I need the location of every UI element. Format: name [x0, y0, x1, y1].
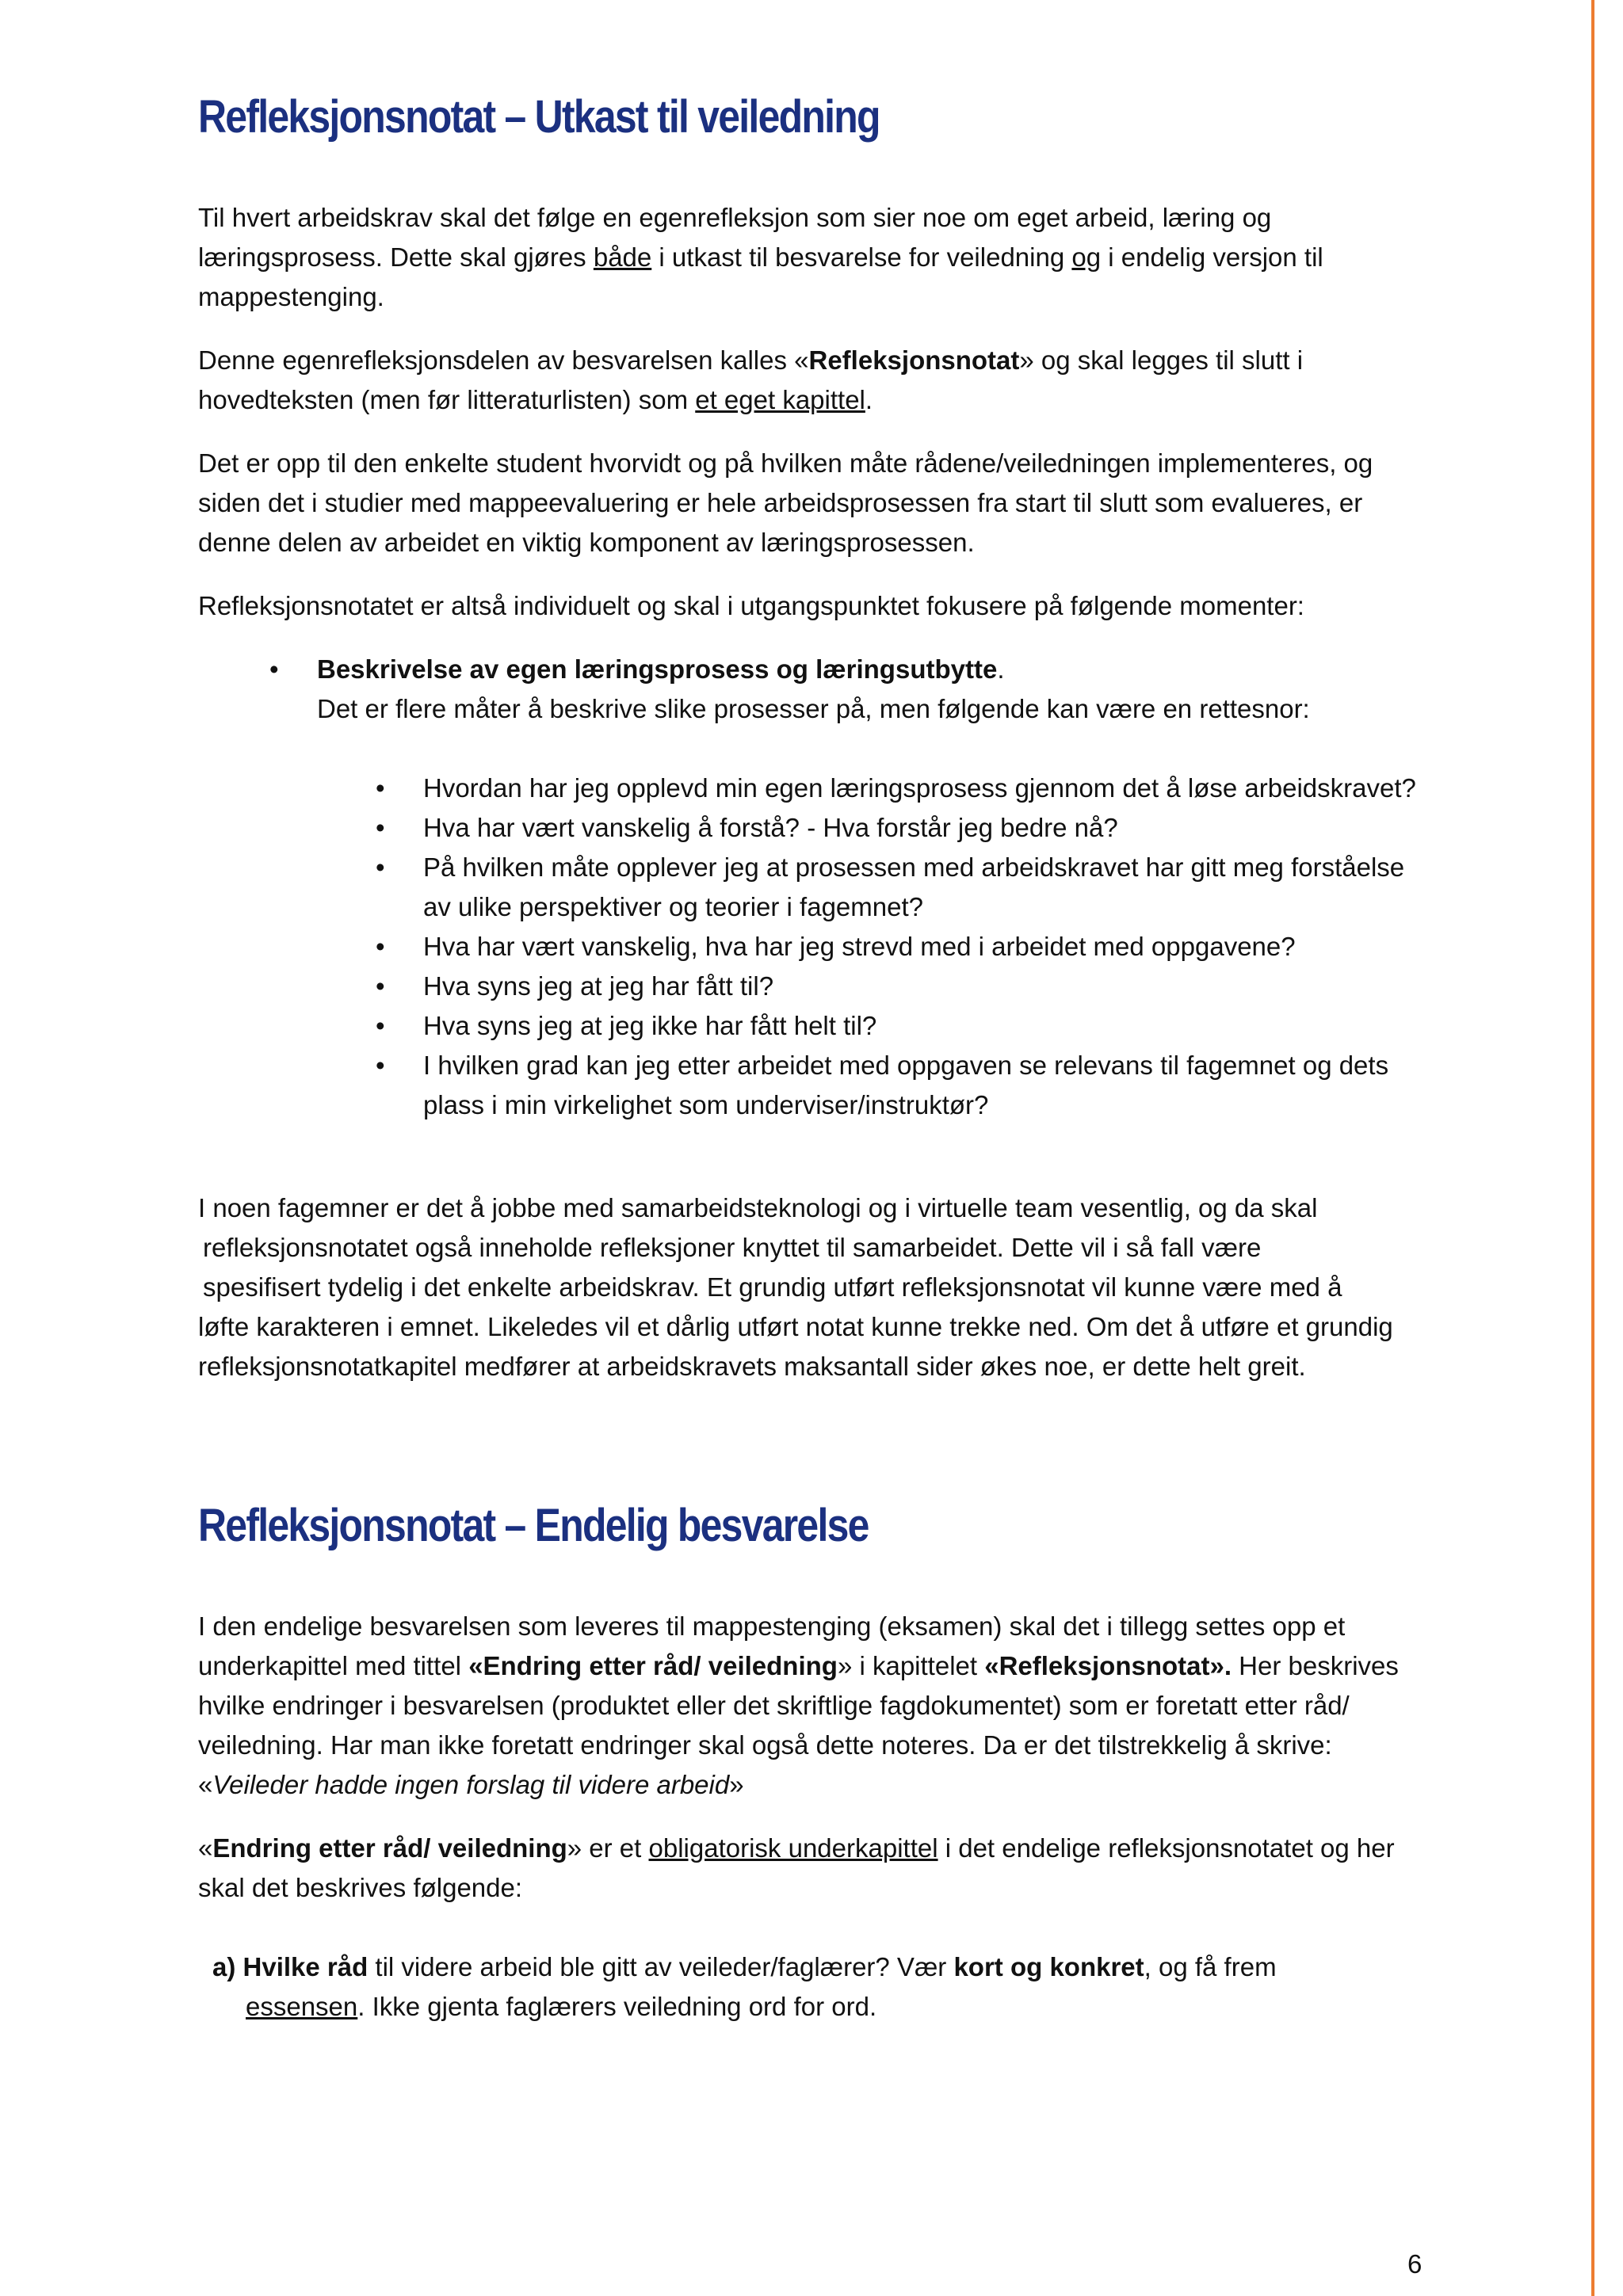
- bold-text: Beskrivelse av egen læringsprosess og læringsutbytte: [317, 654, 998, 684]
- bullet-list: [198, 650, 1434, 1125]
- text: .: [865, 385, 873, 414]
- text: Her beskrives hvilke endringer i besvarelsen (produktet eller det skriftlige fagdokumentet) som er foretatt etter råd/ veiledning. Har man ikke foretatt endringer skal også dette noteres. Da er det tilstrekkelig å skrive: «: [198, 1651, 1399, 1799]
- underlined-text: essensen: [246, 1992, 358, 2021]
- text: Det er flere måter å beskrive slike prosesser på, men følgende kan være en rettesnor:: [317, 694, 1310, 723]
- paragraph-collaboration: [198, 1188, 1434, 1386]
- text: » i kapittelet: [837, 1651, 985, 1680]
- question-a: [198, 1947, 1434, 2027]
- text-line: I noen fagemner er det å jobbe med samarbeidsteknologi og i virtuelle team vesentlig, og da skal: [198, 1193, 1318, 1222]
- document-body: [198, 89, 1434, 2027]
- bold-text: «Endring etter råd/ veiledning: [468, 1651, 838, 1680]
- underlined-text: obligatorisk underkapittel: [648, 1833, 938, 1863]
- text: .: [997, 654, 1005, 684]
- heading-endelig: Refleksjonsnotat – Endelig besvarelse: [198, 1500, 869, 1551]
- text: i endelig versjon til mappestenging.: [198, 242, 1323, 311]
- text: » og skal legges til slutt i hovedteksten (men før litteraturlisten) som: [198, 345, 1304, 414]
- bold-text: Refleksjonsnotat: [808, 345, 1020, 375]
- text-line: spesifisert tydelig i det enkelte arbeidskrav. Et grundig utført refleksjonsnotat vil kunne være med å: [203, 1272, 1342, 1302]
- sub-bullet-list: [317, 769, 1434, 1125]
- text: I den endelige besvarelsen som leveres til mappestenging (eksamen) skal det i tillegg settes opp et underkapittel med tittel: [198, 1611, 1346, 1680]
- text: »: [729, 1770, 744, 1799]
- text: til videre arbeid ble gitt av veileder/faglærer? Vær: [368, 1952, 954, 1981]
- underlined-text: både: [593, 242, 652, 272]
- list-item: • Hva syns jeg at jeg har fått til?: [423, 967, 1434, 1006]
- underlined-text: et eget kapittel: [695, 385, 865, 414]
- list-item: [317, 650, 1434, 1125]
- list-item: • Hva syns jeg at jeg ikke har fått helt til?: [423, 1006, 1434, 1046]
- bold-text: «Refleksjonsnotat».: [984, 1651, 1232, 1680]
- italic-text: Veileder hadde ingen forslag til videre arbeid: [212, 1770, 730, 1799]
- paragraph-final-submission: [198, 1607, 1434, 1805]
- bold-text: kort og konkret: [953, 1952, 1144, 1981]
- list-item: • På hvilken måte opplever jeg at prosessen med arbeidskravet har gitt meg forståelse av ulike perspektiver og teorier i fagemnet?: [423, 848, 1434, 927]
- text: i det endelige refleksjonsnotatet og her skal det beskrives følgende:: [198, 1833, 1395, 1902]
- item-label: a): [212, 1952, 243, 1981]
- bold-text: Hvilke råd: [242, 1952, 369, 1981]
- continuation: [212, 1992, 876, 2021]
- text-line: løfte karakteren i emnet. Likeledes vil et dårlig utført notat kunne trekke ned. Om det å utføre et grundig refleksjonsnotatkapitel medfører at arbeidskravets maksantall sider økes noe, er dette helt greit.: [198, 1312, 1393, 1381]
- text: , og få frem: [1144, 1952, 1277, 1981]
- page-number: 6: [1407, 2249, 1423, 2279]
- text: Til hvert arbeidskrav skal det følge en egenrefleksjon som sier noe om eget arbeid, læring og læringsprosess. Dette skal gjøres: [198, 203, 1272, 272]
- bold-text: Endring etter råd/ veiledning: [212, 1833, 567, 1863]
- list-item: • Hvordan har jeg opplevd min egen læringsprosess gjennom det å løse arbeidskravet?: [423, 769, 1434, 808]
- paragraph-intro: [198, 198, 1434, 317]
- underlined-text: og: [1071, 242, 1102, 272]
- paragraph-naming: [198, 341, 1434, 420]
- list-item: • Hva har vært vanskelig å forstå? - Hva forstår jeg bedre nå?: [423, 808, 1434, 848]
- page-edge-rule: [1591, 0, 1594, 2296]
- paragraph-implementation: Det er opp til den enkelte student hvorvidt og på hvilken måte rådene/veiledningen implementeres, og siden det i studier med mappeevaluering er hele arbeidsprosessen fra start til slutt som evalueres, er denne delen av arbeidet en viktig komponent av læringsprosessen.: [198, 448, 1373, 557]
- text: «: [198, 1833, 213, 1863]
- text: . Ikke gjenta faglærers veiledning ord for ord.: [357, 1992, 877, 2021]
- list-item: • Hva har vært vanskelig, hva har jeg strevd med i arbeidet med oppgavene?: [423, 927, 1434, 967]
- paragraph-focus: Refleksjonsnotatet er altså individuelt og skal i utgangspunktet fokusere på følgende momenter:: [198, 591, 1304, 620]
- text-line: refleksjonsnotatet også inneholde refleksjoner knyttet til samarbeidet. Dette vil i så fall være: [203, 1233, 1262, 1262]
- text: Denne egenrefleksjonsdelen av besvarelsen kalles «: [198, 345, 809, 375]
- text: » er et: [567, 1833, 649, 1863]
- paragraph-mandatory: [198, 1829, 1434, 1908]
- heading-utkast: Refleksjonsnotat – Utkast til veiledning: [198, 91, 880, 143]
- text: i utkast til besvarelse for veiledning: [651, 242, 1072, 272]
- list-item: • I hvilken grad kan jeg etter arbeidet med oppgaven se relevans til fagemnet og dets plass i min virkelighet som underviser/instruktør?: [423, 1046, 1434, 1125]
